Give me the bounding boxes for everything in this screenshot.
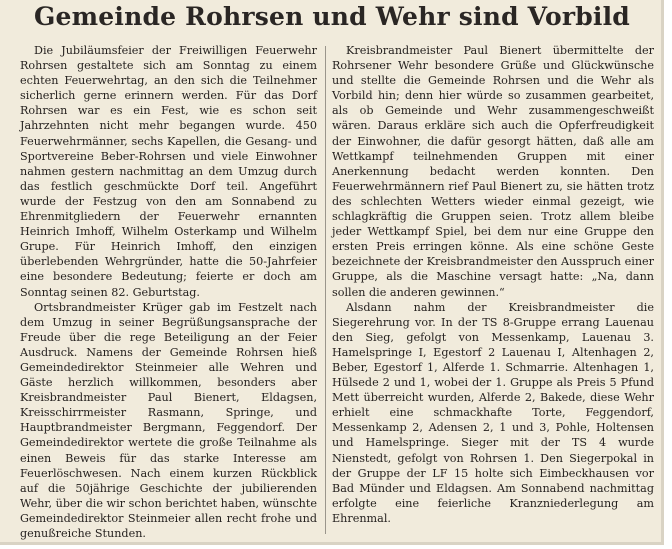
article-paragraph: Alsdann nahm der Kreisbrandmeister die Siegerehrung vor. In der TS 8-Gruppe errang Lauenau den Sieg, gefolgt von Messenkamp, Lauenau 3. Hamelspringe I, Egestorf 2 Lauenau I, Altenhagen 2, Beber, Egestorf 1, Alferde 1. Schmarrie. Altenhagen 1, Hülsede 2 und 1, wobei der 1. Gruppe als Preis 5 Pfund Mett überreicht wurden, Alferde 2, Bakede, diese Wehr erhielt eine schmackhafte Torte, Feggendorf, Messenkamp 2, Adensen 2, 1 und 3, Pohle, Holtensen und Hamelspringe. Sieger mit der TS 4 wurde Nienstedt, gefolgt von Rohrsen 1. Den Siegerpokal in der Gruppe der LF 15 holte sich Eimbeckhausen vor Bad Münder und Eldagsen. Am Sonnabend nachmittag erfolgte eine feierliche Kranzniederlegung am Ehrenmal. (332, 300, 654, 525)
article-paragraph: Kreisbrandmeister Paul Bienert übermittelte der Rohrsener Wehr besondere Grüße und Glückwünsche und stellte die Gemeinde Rohrsen und die Wehr als Vorbild hin; denn hier würde so zusammen gearbeitet, als ob Gemeinde und Wehr zusammengeschweißt wären. Daraus erkläre sich auch die Opferfreudigkeit der Einwohner, die dafür gesorgt hätten, daß alle am Wettkampf teilnehmenden Gruppen mit einer Anerkennung bedacht werden konnten. Den Feuerwehrmännern rief Paul Bienert zu, sie hätten trotz des schlechten Wetters wieder einmal gezeigt, wie schlagkräftig die Gruppen seien. Trotz allem bleibe jeder Wettkampf Spiel, bei dem nur eine Gruppe den ersten Preis erringen könne. Als eine schöne Geste bezeichnete der Kreisbrandmeister den Ausspruch einer Gruppe, als die Maschine versagt hatte: „Na, dann sollen die anderen gewinnen.“ (332, 44, 654, 299)
right-column (332, 43, 654, 526)
article-headline: Gemeinde Rohrsen und Wehr sind Vorbild (33, 2, 630, 31)
article-paragraph: Ortsbrandmeister Krüger gab im Festzelt nach dem Umzug in seiner Begrüßungsansprache der Freude über die rege Beteiligung an der Feier Ausdruck. Namens der Gemeinde Rohrsen hieß Gemeindedirektor Steinmeier alle Wehren und Gäste herzlich willkommen, besonders aber Kreisbrandmeister Paul Bienert, Eldagsen, Kreisschirrmeister Rasmann, Springe, und Hauptbrandmeister Bergmann, Feggendorf. Der Gemeindedirektor wertete die große Teilnahme als einen Beweis für das starke Interesse am Feuerlöschwesen. Nach einem kurzen Rückblick auf die 50jährige Geschichte der jubilierenden Wehr, über die wir schon berichtet haben, wünschte Gemeindedirektor Steinmeier allen recht frohe und genußreiche Stunden. (20, 300, 317, 540)
article-paragraph: Die Jubiläumsfeier der Freiwilligen Feuerwehr Rohrsen gestaltete sich am Sonntag zu einem echten Feuerwehrtag, an den sich die Teilnehmer sicherlich gerne erinnern werden. Für das Dorf Rohrsen war es ein Fest, wie es schon seit Jahrzehnten nicht mehr begangen wurde. 450 Feuerwehrmänner, sechs Kapellen, die Gesang- und Sportvereine Beber-Rohrsen und viele Einwohner nahmen gestern nachmittag an dem Umzug durch das festlich geschmückte Dorf teil. Angeführt wurde der Festzug von den am Sonnabend zu Ehrenmitgliedern der Feuerwehr ernannten Heinrich Imhoff, Wilhelm Osterkamp und Wilhelm Grupe. Für Heinrich Imhoff, den einzigen überlebenden Wehrgründer, hatte die 50-Jahrfeier eine besondere Bedeutung; feierte er doch am Sonntag seinen 82. Geburtstag. (20, 44, 317, 299)
left-column (20, 43, 317, 541)
column-divider (325, 46, 326, 534)
